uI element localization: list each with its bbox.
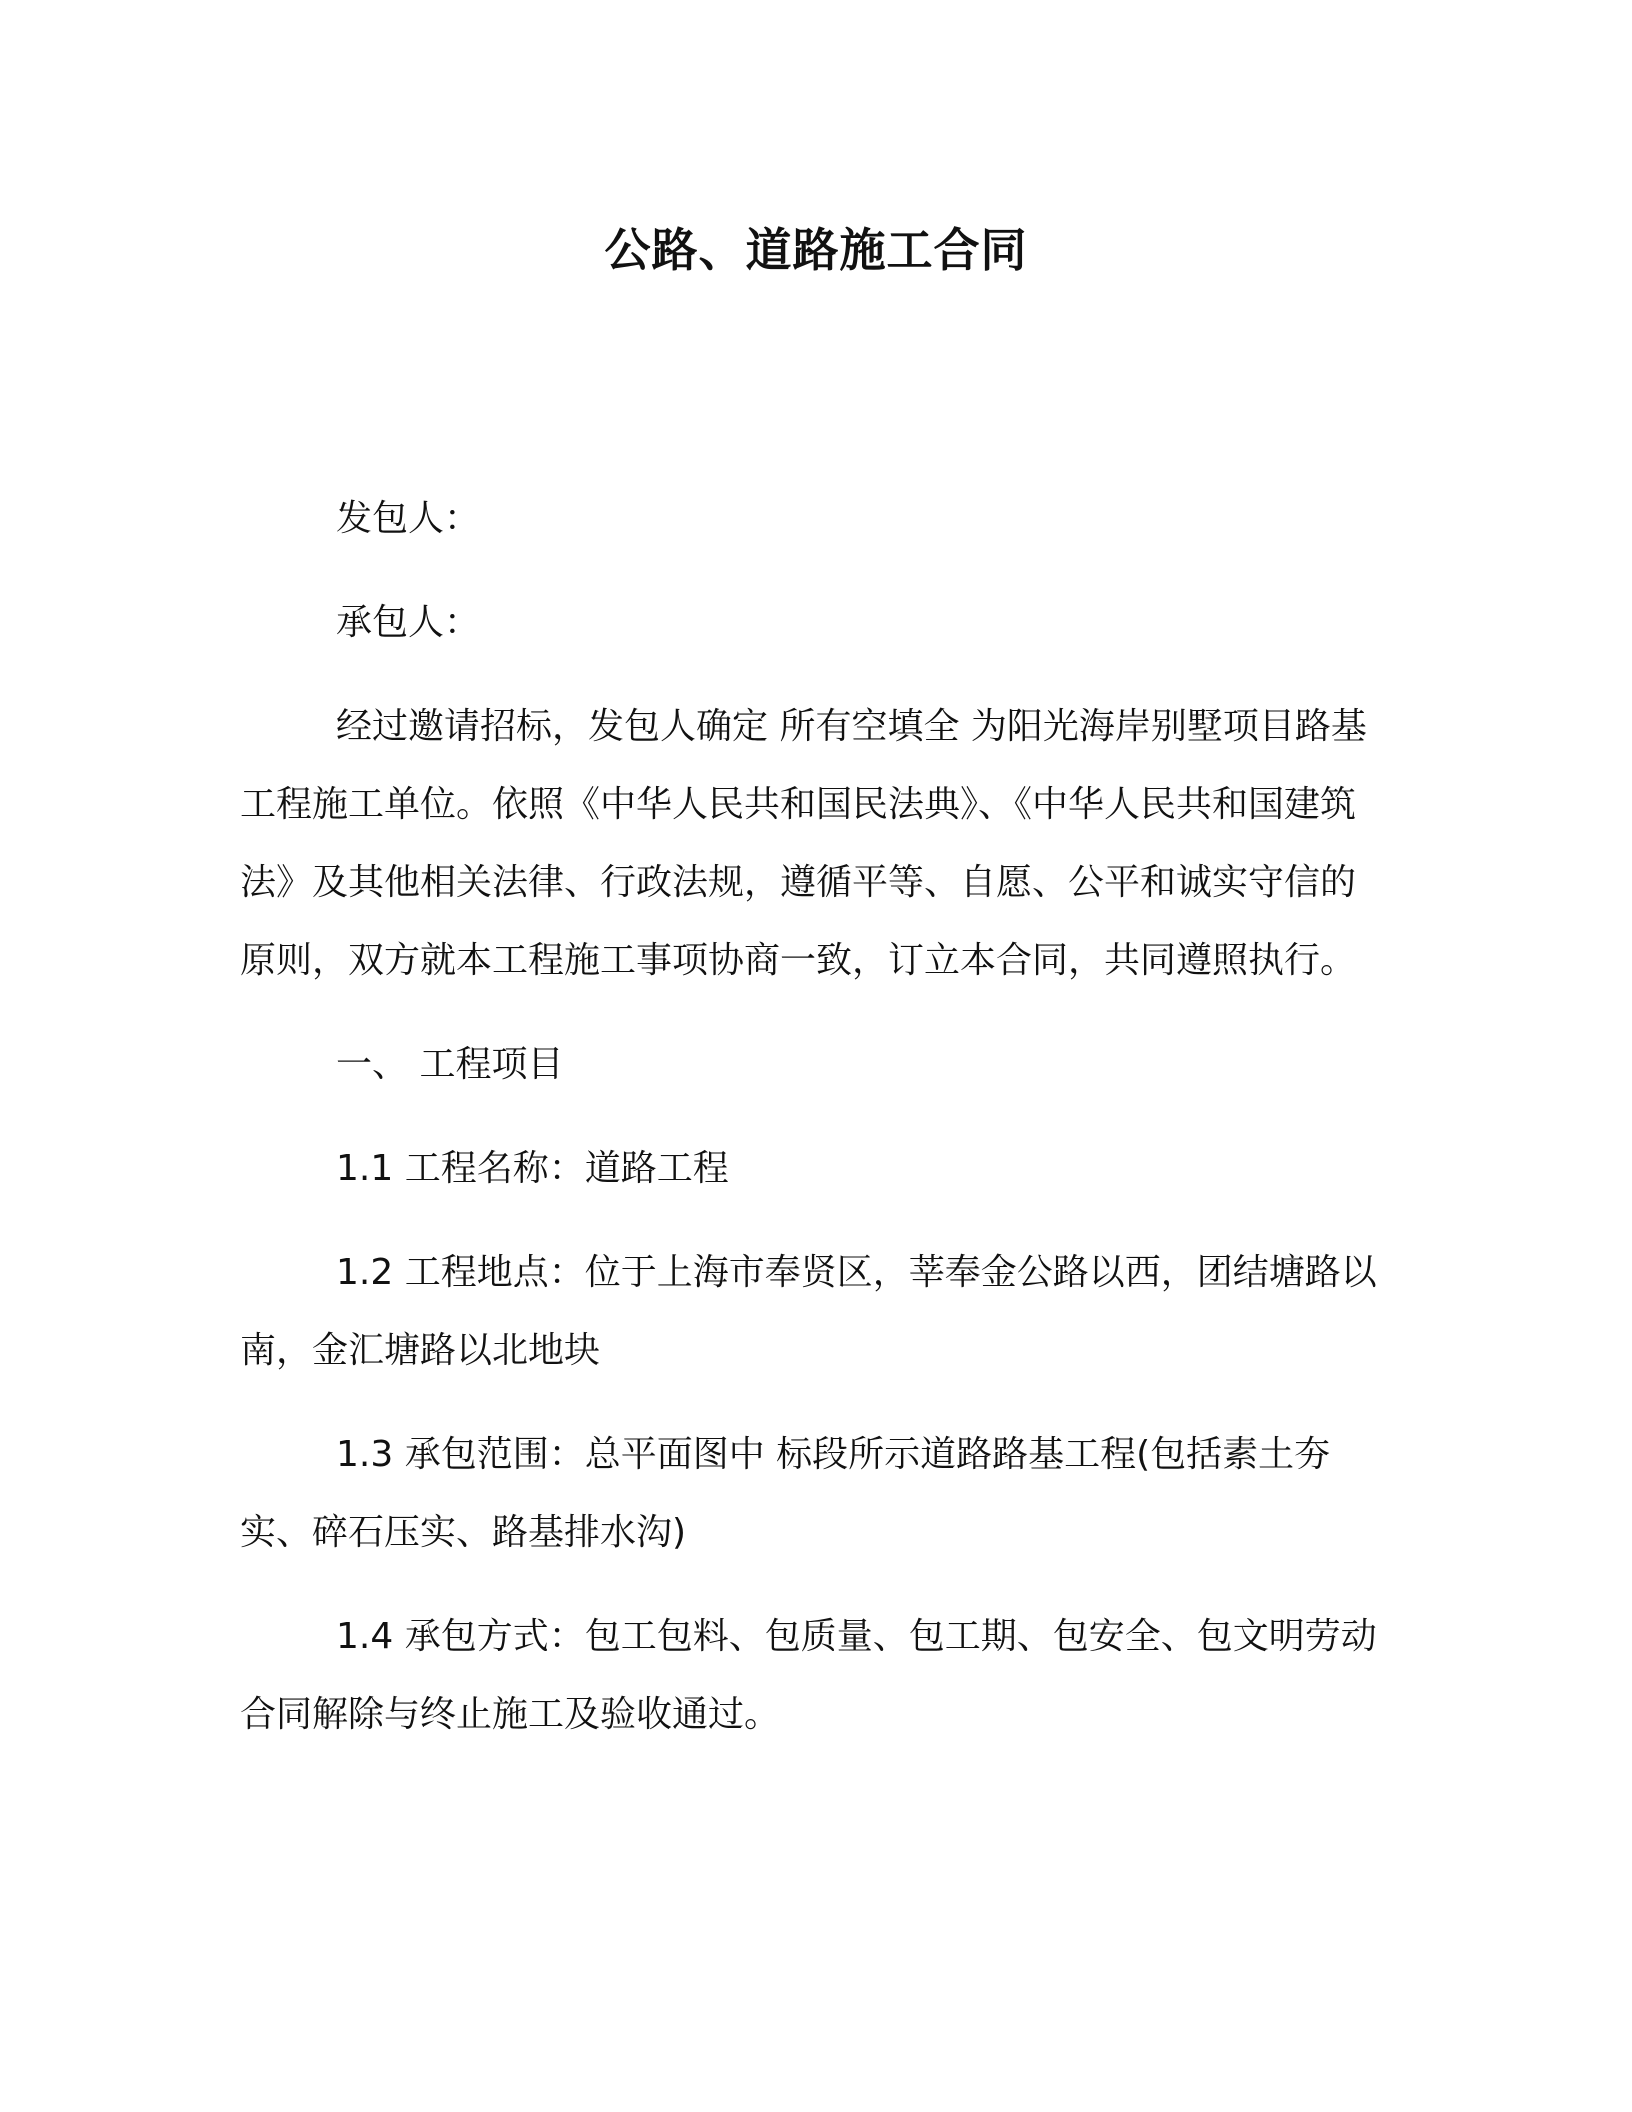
- item-1-2: 1.2 工程地点：位于上海市奉贤区，莘奉金公路以西，团结塘路以南，金汇塘路以北地块: [240, 1252, 1377, 1371]
- item-1-4: 1.4 承包方式：包工包料、包质量、包工期、包安全、包文明劳动合同解除与终止施工及验收通过。: [240, 1616, 1377, 1735]
- intro-paragraph: 经过邀请招标，发包人确定 所有空填全 为阳光海岸别墅项目路基工程施工单位。依照《中华人民共和国民法典》、《中华人民共和国建筑法》及其他相关法律、行政法规，遵循平等、自愿、公平和诚实守信的原则，双方就本工程施工事项协商一致，订立本合同，共同遵照执行。: [240, 706, 1367, 981]
- item-1-3: 1.3 承包范围：总平面图中 标段所示道路路基工程(包括素土夯实、碎石压实、路基排水沟): [240, 1434, 1331, 1553]
- section-heading: 一、 工程项目: [336, 1044, 564, 1085]
- party-a-label: 发包人：: [336, 498, 481, 539]
- item-1-1: 1.1 工程名称：道路工程: [336, 1148, 729, 1189]
- document-title: 公路、道路施工合同: [604, 223, 1028, 277]
- party-b-label: 承包人：: [336, 602, 481, 643]
- document-body: [240, 480, 1390, 1754]
